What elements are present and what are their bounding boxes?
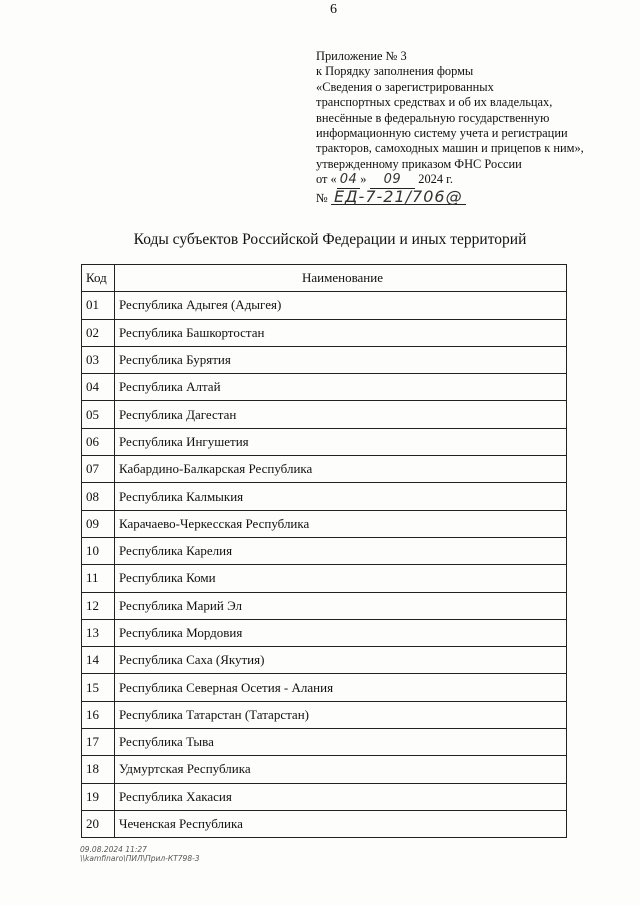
- appendix-line: Приложение № 3: [316, 49, 407, 63]
- region-code: 13: [82, 619, 115, 646]
- table-row: [82, 537, 567, 564]
- table-row: [82, 783, 567, 810]
- region-name: Республика Саха (Якутия): [115, 647, 567, 674]
- region-code: 03: [82, 346, 115, 373]
- region-code: 17: [82, 729, 115, 756]
- region-name: Республика Мордовия: [115, 619, 567, 646]
- page-number: 6: [330, 2, 337, 17]
- appendix-line: тракторов, самоходных машин и прицепов к ним»,: [316, 141, 584, 156]
- appendix-line: утвержденному приказом ФНС России: [316, 156, 522, 171]
- region-name: Республика Дагестан: [115, 401, 567, 428]
- date-year: 2024 г.: [418, 172, 453, 187]
- region-code: 20: [82, 810, 115, 837]
- region-name: Республика Калмыкия: [115, 483, 567, 510]
- region-code: 10: [82, 537, 115, 564]
- appendix-line: к Порядку заполнения формы: [316, 64, 474, 79]
- order-number-line: [316, 186, 616, 206]
- date-middle: »: [360, 172, 367, 187]
- region-name: Республика Алтай: [115, 374, 567, 401]
- column-header-name: Наименование: [115, 265, 567, 292]
- handwritten-order-number: ЕД-7-21/706@: [331, 189, 466, 205]
- region-code: 19: [82, 783, 115, 810]
- region-code: 08: [82, 483, 115, 510]
- table-row: [82, 619, 567, 646]
- handwritten-day: 04: [337, 172, 361, 188]
- region-name: Республика Ингушетия: [115, 428, 567, 455]
- table-title: Коды субъектов Российской Федерации и иных территорий: [133, 231, 527, 248]
- footer-timestamp: 09.08.2024 11:27: [80, 845, 147, 854]
- region-code: 09: [82, 510, 115, 537]
- table-header-row: [82, 265, 567, 292]
- table-row: [82, 674, 567, 701]
- number-prefix: №: [316, 190, 328, 205]
- region-code: 02: [82, 319, 115, 346]
- region-code: 04: [82, 374, 115, 401]
- footer-file-path: \\kamfinaro\ПИЛ\Прил-КТ798-3: [80, 854, 200, 863]
- region-code: 06: [82, 428, 115, 455]
- region-name: Республика Бурятия: [115, 346, 567, 373]
- table-row: [82, 756, 567, 783]
- table-row: [82, 701, 567, 728]
- region-name: Республика Карелия: [115, 537, 567, 564]
- region-name: Республика Северная Осетия - Алания: [115, 674, 567, 701]
- region-code: 15: [82, 674, 115, 701]
- handwritten-month: 09: [370, 172, 416, 188]
- region-code: 05: [82, 401, 115, 428]
- table-row: [82, 428, 567, 455]
- region-code: 12: [82, 592, 115, 619]
- table-row: [82, 401, 567, 428]
- table-row: [82, 456, 567, 483]
- date-prefix: от «: [316, 172, 337, 187]
- region-code: 11: [82, 565, 115, 592]
- table-row: [82, 810, 567, 837]
- appendix-line: «Сведения о зарегистрированных: [316, 79, 494, 94]
- column-header-code: Код: [82, 265, 115, 292]
- region-name: Удмуртская Республика: [115, 756, 567, 783]
- appendix-header: [316, 49, 616, 206]
- region-name: Республика Марий Эл: [115, 592, 567, 619]
- appendix-line: информационную систему учета и регистрации: [316, 126, 568, 141]
- table-row: [82, 647, 567, 674]
- appendix-line: транспортных средствах и об их владельцах,: [316, 95, 553, 110]
- region-name: Чеченская Республика: [115, 810, 567, 837]
- table-row: [82, 319, 567, 346]
- region-code: 01: [82, 292, 115, 319]
- region-codes-table: [81, 264, 567, 838]
- region-name: Кабардино-Балкарская Республика: [115, 456, 567, 483]
- region-name: Республика Хакасия: [115, 783, 567, 810]
- table-row: [82, 374, 567, 401]
- table-row: [82, 483, 567, 510]
- region-code: 14: [82, 647, 115, 674]
- table-row: [82, 592, 567, 619]
- region-code: 07: [82, 456, 115, 483]
- region-name: Республика Коми: [115, 565, 567, 592]
- appendix-line: внесённые в федеральную государственную: [316, 110, 550, 125]
- region-code: 16: [82, 701, 115, 728]
- region-code: 18: [82, 756, 115, 783]
- region-name: Республика Адыгея (Адыгея): [115, 292, 567, 319]
- region-name: Республика Тыва: [115, 729, 567, 756]
- region-name: Республика Башкортостан: [115, 319, 567, 346]
- region-name: Республика Татарстан (Татарстан): [115, 701, 567, 728]
- table-row: [82, 729, 567, 756]
- table-row: [82, 565, 567, 592]
- table-row: [82, 346, 567, 373]
- table-row: [82, 292, 567, 319]
- table-row: [82, 510, 567, 537]
- print-footer: [80, 845, 200, 863]
- region-name: Карачаево-Черкесская Республика: [115, 510, 567, 537]
